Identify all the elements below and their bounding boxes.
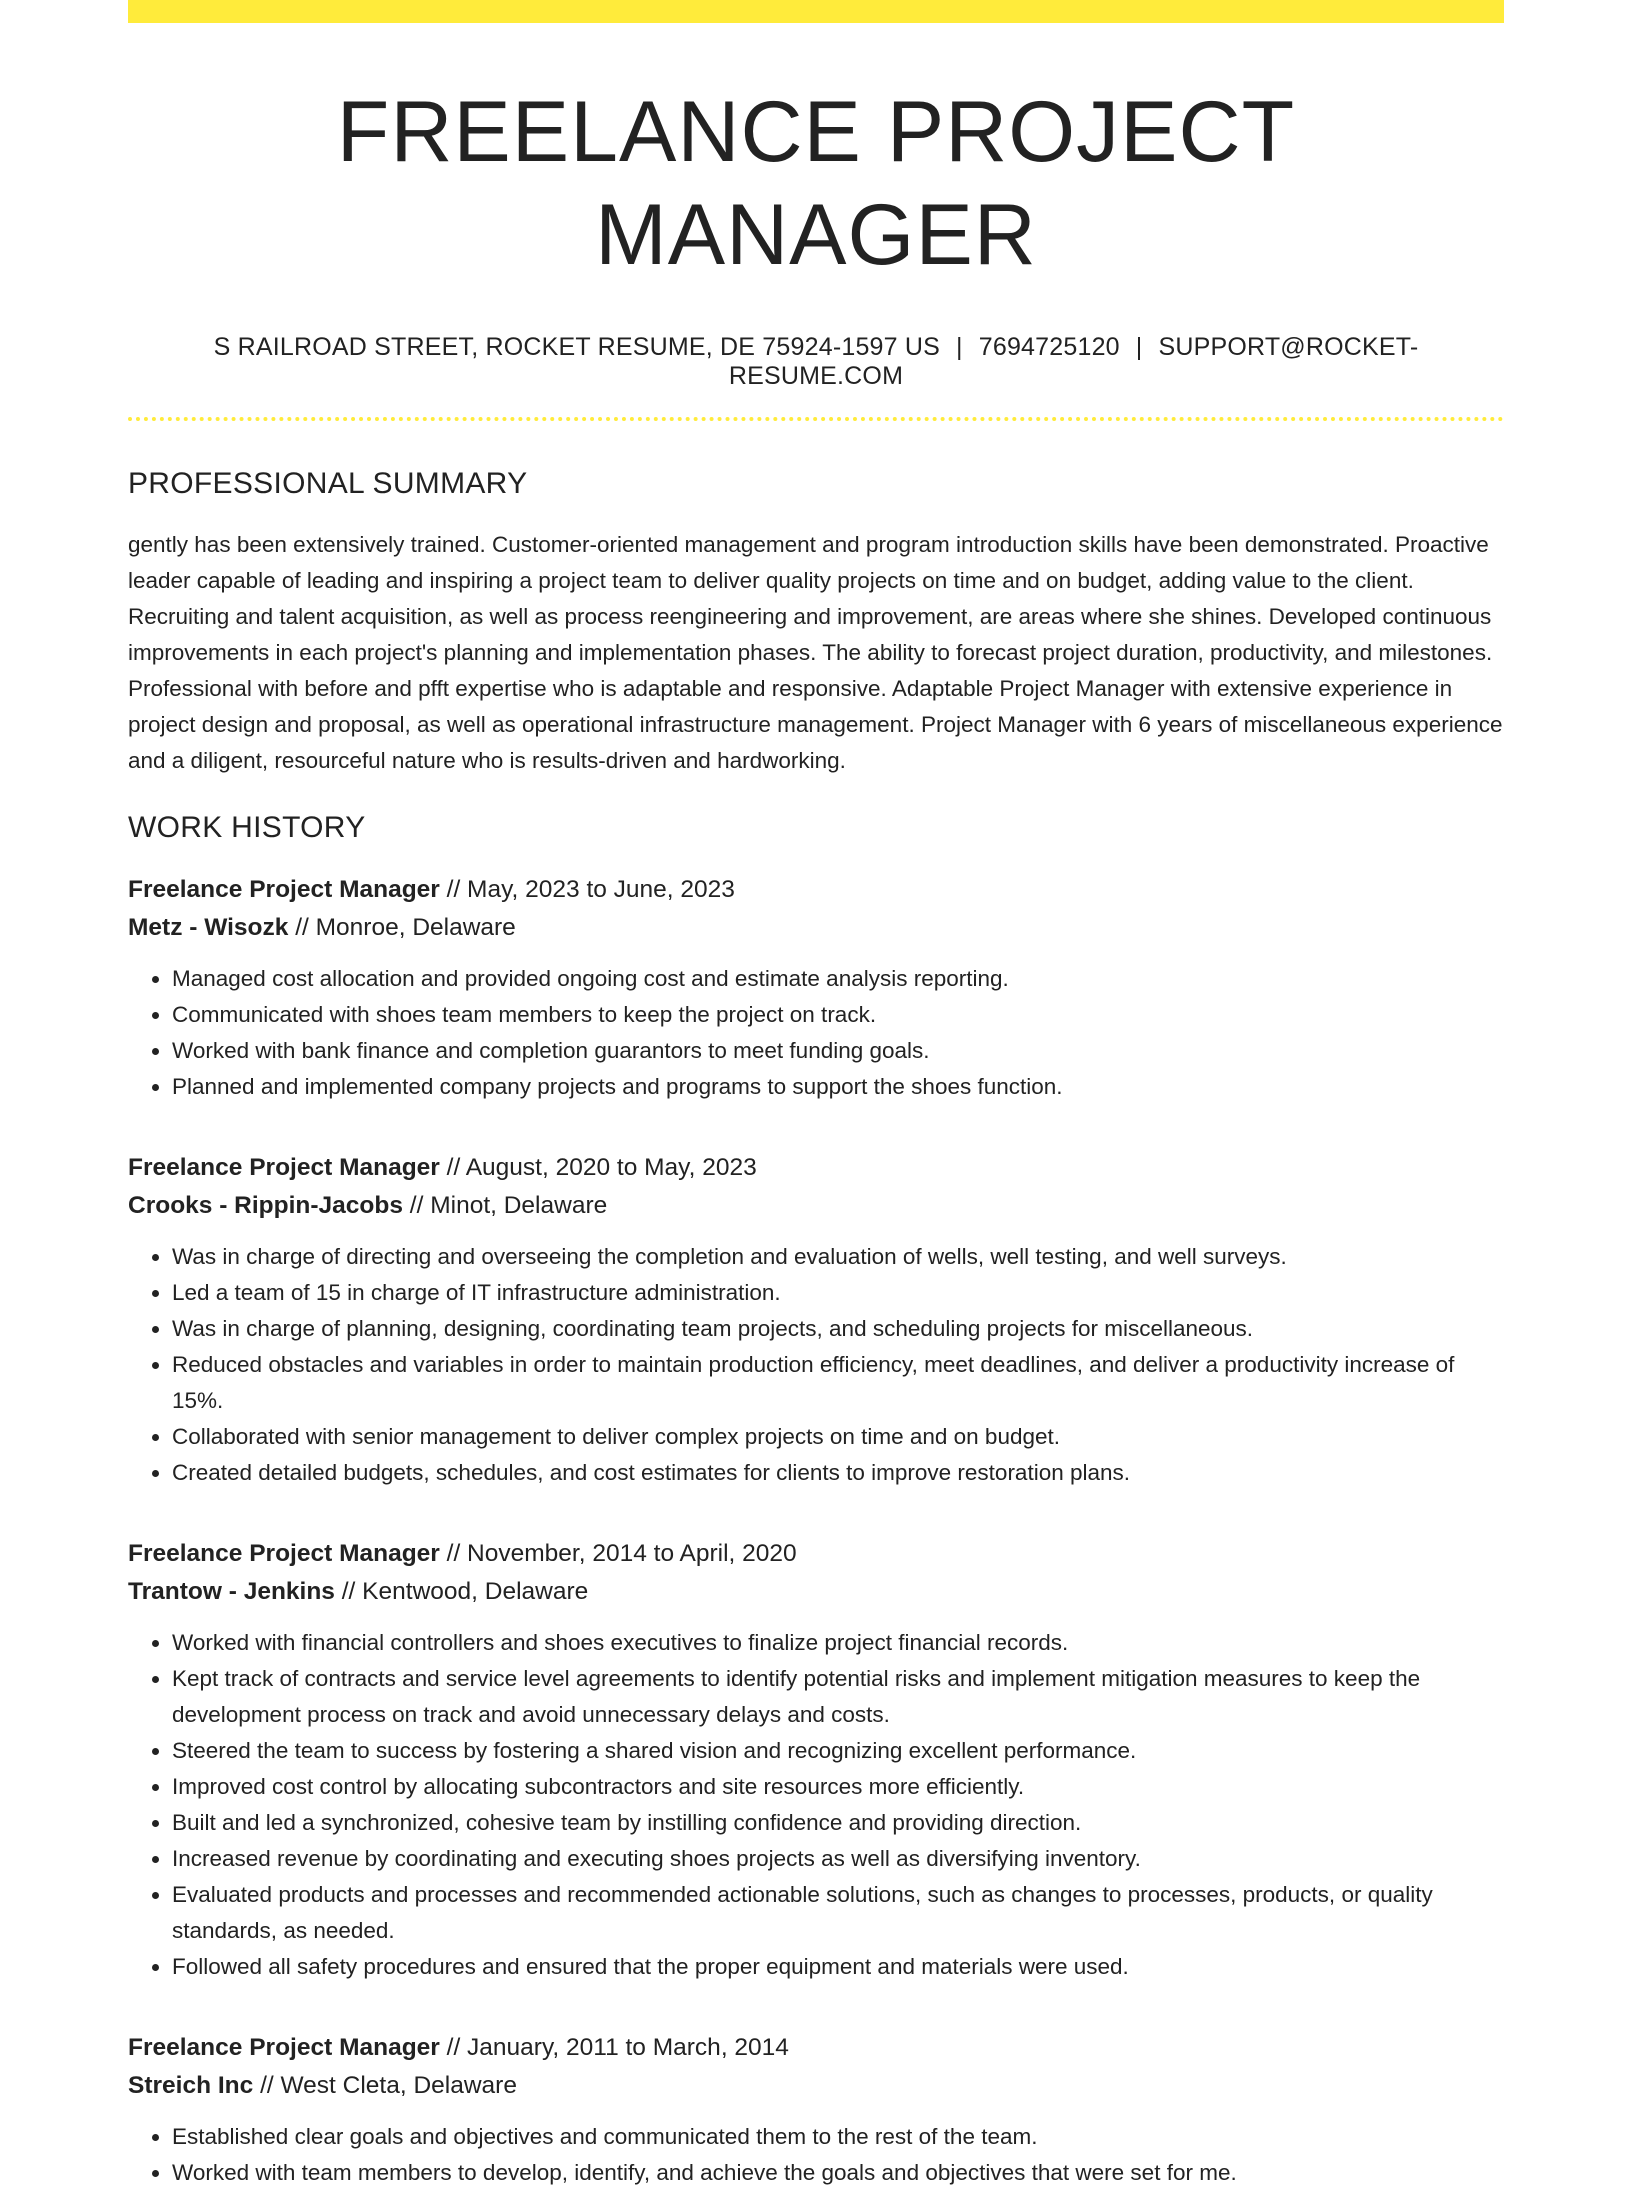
- job-dates: // May, 2023 to June, 2023: [439, 876, 735, 904]
- job-bullet: • Increased revenue by coordinating and executing shoes projects as well as diversifying inventory.: [172, 1841, 1504, 1877]
- job-title-line: [128, 1149, 1504, 1187]
- job-dates: // January, 2011 to March, 2014: [439, 2034, 789, 2062]
- job-company: Metz - Wisozk: [128, 914, 289, 942]
- job-company: Trantow - Jenkins: [128, 1578, 335, 1606]
- job-role: Freelance Project Manager: [128, 1540, 440, 1568]
- accent-bar: [128, 0, 1504, 23]
- job-list: [128, 871, 1504, 2191]
- job-bullet: • Planned and implemented company projects and programs to support the shoes function.: [172, 1069, 1504, 1105]
- job-dates: // August, 2020 to May, 2023: [439, 1154, 757, 1182]
- job-bullet: • Communicated with shoes team members to keep the project on track.: [172, 997, 1504, 1033]
- contact-phone: 7694725120: [978, 333, 1120, 362]
- contact-separator: |: [956, 333, 963, 362]
- resume-name: FREELANCE PROJECT MANAGER: [336, 84, 1296, 284]
- job-bullets: [128, 1239, 1504, 1491]
- job-bullet: • Worked with team members to develop, identify, and achieve the goals and objectives that were set for me.: [172, 2155, 1504, 2191]
- job-entry: [128, 1149, 1504, 1491]
- contact-email: SUPPORT@ROCKET-RESUME.COM: [728, 333, 1419, 391]
- job-title-line: [128, 2029, 1504, 2067]
- job-dates: // November, 2014 to April, 2020: [439, 1540, 797, 1568]
- resume-page: [128, 0, 1504, 2191]
- job-bullet: • Worked with financial controllers and shoes executives to finalize project financial records.: [172, 1625, 1504, 1661]
- job-bullet: • Built and led a synchronized, cohesive team by instilling confidence and providing direction.: [172, 1805, 1504, 1841]
- job-bullet: • Reduced obstacles and variables in order to maintain production efficiency, meet deadlines, and deliver a productivity increase of 15%.: [172, 1347, 1504, 1419]
- work-history-heading: WORK HISTORY: [128, 811, 366, 845]
- job-role: Freelance Project Manager: [128, 1154, 440, 1182]
- job-bullet: • Led a team of 15 in charge of IT infrastructure administration.: [172, 1275, 1504, 1311]
- job-location: // Kentwood, Delaware: [334, 1578, 589, 1606]
- job-title-line: [128, 1535, 1504, 1573]
- job-entry: [128, 2029, 1504, 2191]
- job-bullet: • Steered the team to success by fostering a shared vision and recognizing excellent performance.: [172, 1733, 1504, 1769]
- job-entry: [128, 871, 1504, 1105]
- job-role: Freelance Project Manager: [128, 2034, 440, 2062]
- job-bullet: • Kept track of contracts and service level agreements to identify potential risks and implement mitigation measures to keep the development process on track and avoid unnecessary delays and costs.: [172, 1661, 1504, 1733]
- contact-address: S RAILROAD STREET, ROCKET RESUME, DE 75924-1597 US: [213, 333, 941, 362]
- summary-text: gently has been extensively trained. Customer-oriented management and program introduction skills have been demonstrated. Proactive leader capable of leading and inspiring a project team to deliver quality projects on time and on budget, adding value to the client. Recruiting and talent acquisition, as well as process reengineering and improvement, are areas where she shines. Developed continuous improvements in each project's planning and implementation phases. The ability to forecast project duration, productivity, and milestones. Professional with before and pfft expertise who is adaptable and responsive. Adaptable Project Manager with extensive experience in project design and proposal, as well as operational infrastructure management. Project Manager with 6 years of miscellaneous experience and a diligent, resourceful nature who is results-driven and hardworking.: [128, 532, 1503, 774]
- job-location: // Monroe, Delaware: [288, 914, 516, 942]
- job-bullet: • Worked with bank finance and completion guarantors to meet funding goals.: [172, 1033, 1504, 1069]
- job-bullet: • Was in charge of planning, designing, coordinating team projects, and scheduling projects for miscellaneous.: [172, 1311, 1504, 1347]
- job-company-line: [128, 1573, 1504, 1611]
- job-bullet: • Evaluated products and processes and recommended actionable solutions, such as changes to processes, products, or quality standards, as needed.: [172, 1877, 1504, 1949]
- job-company-line: [128, 909, 1504, 947]
- job-bullet: • Improved cost control by allocating subcontractors and site resources more efficiently.: [172, 1769, 1504, 1805]
- job-entry: [128, 1535, 1504, 1985]
- contact-line: [128, 333, 1504, 391]
- job-bullet: • Followed all safety procedures and ensured that the proper equipment and materials were used.: [172, 1949, 1504, 1985]
- job-bullet: • Collaborated with senior management to deliver complex projects on time and on budget.: [172, 1419, 1504, 1455]
- job-role: Freelance Project Manager: [128, 876, 440, 904]
- job-bullets: [128, 2119, 1504, 2191]
- job-bullet: • Created detailed budgets, schedules, and cost estimates for clients to improve restoration plans.: [172, 1455, 1504, 1491]
- job-bullets: [128, 1625, 1504, 1985]
- job-bullet: • Managed cost allocation and provided ongoing cost and estimate analysis reporting.: [172, 961, 1504, 997]
- job-company: Streich Inc: [128, 2072, 254, 2100]
- dotted-divider: [128, 417, 1504, 421]
- job-location: // Minot, Delaware: [402, 1192, 608, 1220]
- job-company-line: [128, 2067, 1504, 2105]
- summary-heading: PROFESSIONAL SUMMARY: [128, 467, 528, 501]
- job-bullet: • Was in charge of directing and overseeing the completion and evaluation of wells, well testing, and well surveys.: [172, 1239, 1504, 1275]
- job-company: Crooks - Rippin-Jacobs: [128, 1192, 403, 1220]
- job-bullets: [128, 961, 1504, 1105]
- job-company-line: [128, 1187, 1504, 1225]
- job-location: // West Cleta, Delaware: [253, 2072, 517, 2100]
- contact-separator: |: [1135, 333, 1143, 362]
- job-bullet: • Established clear goals and objectives and communicated them to the rest of the team.: [172, 2119, 1504, 2155]
- job-title-line: [128, 871, 1504, 909]
